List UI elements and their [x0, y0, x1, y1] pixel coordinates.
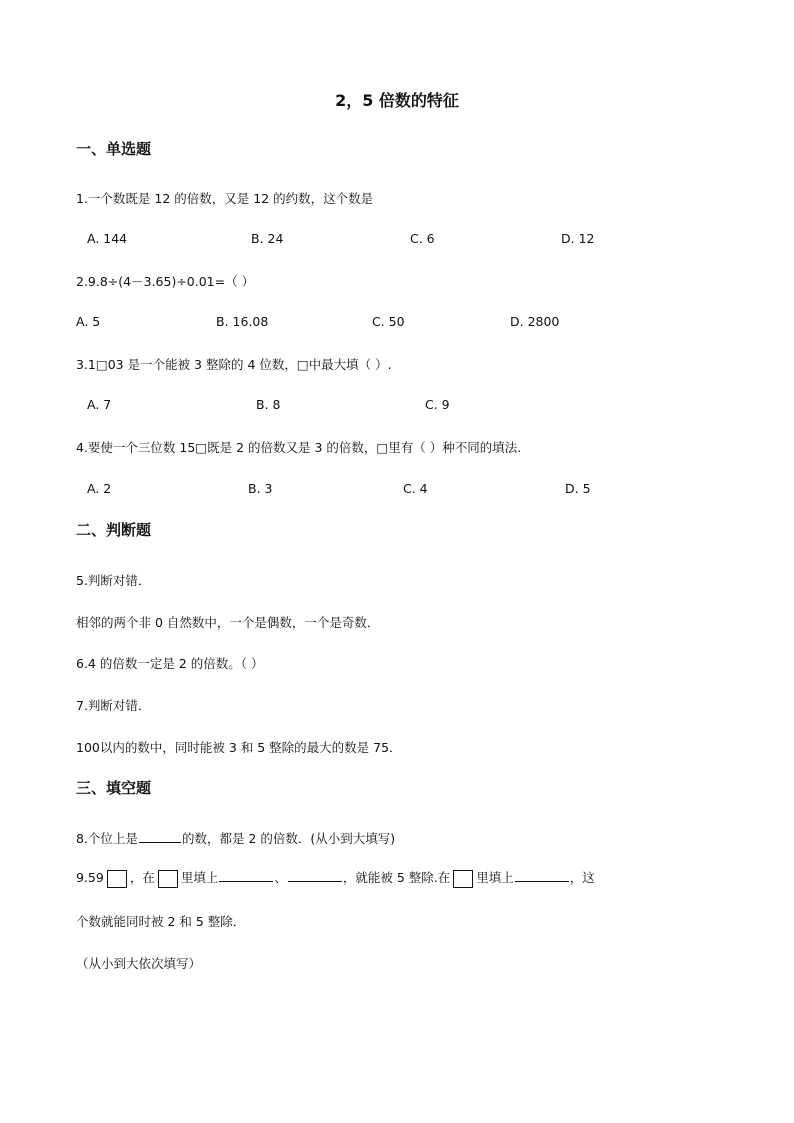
question-9-note: （从小到大依次填写）	[76, 956, 202, 971]
question-9-part-1: 9.59	[76, 870, 104, 885]
question-9-part-5: ，就能被 5 整除.在	[342, 870, 451, 885]
question-1-option-d: D. 12	[561, 231, 595, 246]
question-3-option-a: A. 7	[87, 397, 112, 412]
question-4-option-d: D. 5	[565, 481, 591, 496]
section-heading-fill-in: 三、填空题	[76, 779, 152, 797]
question-2-text: 2.9.8÷(4－3.65)÷0.01=（ ）	[76, 274, 255, 289]
question-2-option-c: C. 50	[372, 314, 405, 329]
question-8-text-before: 8.个位上是	[76, 831, 138, 846]
question-2-option-b: B. 16.08	[216, 314, 269, 329]
question-2-option-a: A. 5	[76, 314, 101, 329]
question-7-text: 7.判断对错．	[76, 698, 151, 713]
answer-blank[interactable]	[515, 869, 569, 882]
question-9-part-7: ，这	[569, 870, 595, 885]
question-9-line	[76, 868, 595, 888]
digit-box[interactable]	[158, 870, 178, 888]
answer-blank[interactable]	[219, 869, 273, 882]
section-heading-single-choice: 一、单选题	[76, 140, 152, 158]
page-title: 2，5 倍数的特征	[335, 91, 459, 110]
question-1-text: 1.一个数既是 12 的倍数，又是 12 的约数，这个数是	[76, 191, 374, 206]
question-3-option-c: C. 9	[425, 397, 450, 412]
question-4-text: 4.要使一个三位数 15□既是 2 的倍数又是 3 的倍数，□里有（ ）种不同的填法.	[76, 440, 522, 455]
question-9-part-3: 里填上	[180, 870, 219, 885]
question-2-option-d: D. 2800	[510, 314, 560, 329]
answer-blank[interactable]	[288, 869, 342, 882]
question-1-option-c: C. 6	[410, 231, 435, 246]
question-4-option-c: C. 4	[403, 481, 428, 496]
digit-box[interactable]	[453, 870, 473, 888]
question-3-text: 3.1□03 是一个能被 3 整除的 4 位数，□中最大填（ ）.	[76, 357, 392, 372]
section-heading-true-false: 二、判断题	[76, 521, 152, 539]
question-5-statement: 相邻的两个非 0 自然数中，一个是偶数，一个是奇数．	[76, 615, 380, 630]
question-9-line-2: 个数就能同时被 2 和 5 整除．	[76, 914, 246, 929]
question-9-part-2: ，在	[129, 870, 155, 885]
question-4-option-b: B. 3	[248, 481, 273, 496]
question-9-part-4: 、	[274, 870, 287, 885]
question-4-option-a: A. 2	[87, 481, 112, 496]
question-6-text: 6.4 的倍数一定是 2 的倍数。（ ）	[76, 656, 264, 671]
question-1-option-a: A. 144	[87, 231, 128, 246]
question-8-line	[76, 829, 395, 847]
question-3-option-b: B. 8	[256, 397, 281, 412]
digit-box[interactable]	[107, 870, 127, 888]
question-8-text-after: 的数，都是 2 的倍数．(从小到大填写)	[181, 831, 396, 846]
question-1-option-b: B. 24	[251, 231, 284, 246]
answer-blank[interactable]	[139, 830, 181, 843]
question-9-part-6: 里填上	[476, 870, 514, 885]
question-7-statement: 100以内的数中，同时能被 3 和 5 整除的最大的数是 75．	[76, 740, 402, 755]
question-5-text: 5.判断对错．	[76, 573, 151, 588]
